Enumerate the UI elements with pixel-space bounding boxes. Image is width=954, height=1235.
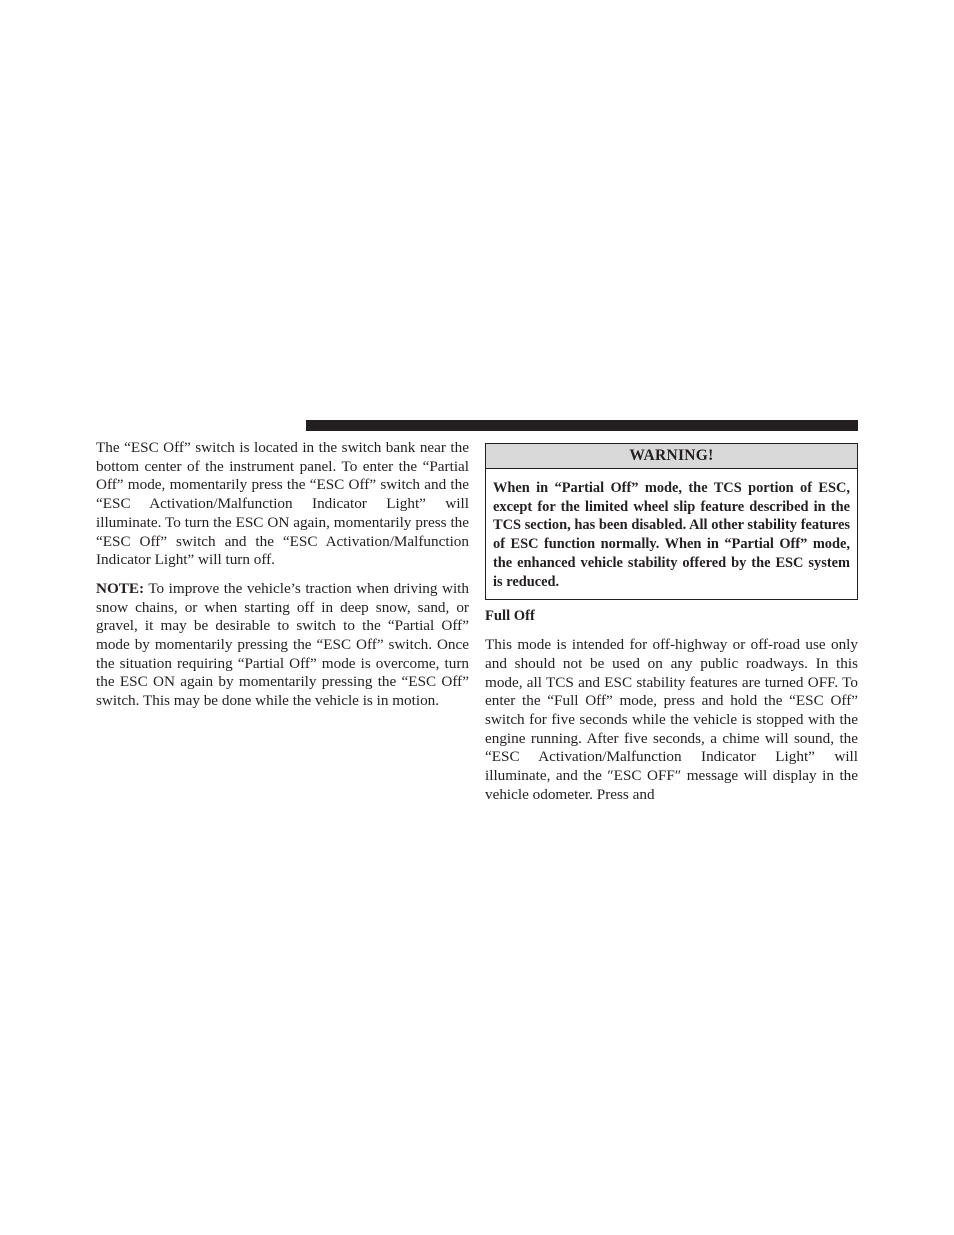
warning-title: WARNING! (486, 444, 857, 469)
warning-box (485, 443, 858, 600)
full-off-heading: Full Off (485, 608, 535, 625)
note-text: To improve the vehicle’s traction when driving with snow chains, or when starting off in deep snow, sand, or gravel, it may be desirable to switch to the “Partial Off” mode by momentarily pressing the “ESC Off” switch. Once the situation requiring “Partial Off” mode is overcome, turn the ESC ON again by momentarily pressing the “ESC Off” switch. This may be done while the vehicle is in motion. (96, 579, 469, 710)
section-header-bar (306, 420, 858, 431)
note-paragraph (96, 580, 469, 711)
right-column (485, 443, 858, 805)
left-column (96, 439, 469, 711)
esc-off-switch-paragraph: The “ESC Off” switch is located in the switch bank near the bottom center of the instrument panel. To enter the “Partial Off” mode, momentarily press the “ESC Off” switch and the “ESC Activation/Malfunction Indicator Light” will illuminate. To turn the ESC ON again, momentarily press the “ESC Off” switch and the “ESC Activation/Malfunction Indicator Light” will turn off. (96, 439, 469, 569)
warning-text: When in “Partial Off” mode, the TCS portion of ESC, except for the limited wheel slip feature described in the TCS section, has been disabled. All other stability features of ESC function normally. When in “Partial Off” mode, the enhanced vehicle stability offered by the ESC system is reduced. (493, 480, 850, 590)
note-label: NOTE: (96, 579, 145, 597)
full-off-paragraph: This mode is intended for off-highway or off-road use only and should not be used on any public roadways. In this mode, all TCS and ESC stability features are turned OFF. To enter the “Full Off” mode, press and hold the “ESC Off” switch for five seconds while the vehicle is stopped with the engine running. After five seconds, a chime will sound, the “ESC Activation/Malfunction Indicator Light” will illuminate, and the ″ESC OFF″ message will display in the vehicle odometer. Press and (485, 636, 858, 803)
